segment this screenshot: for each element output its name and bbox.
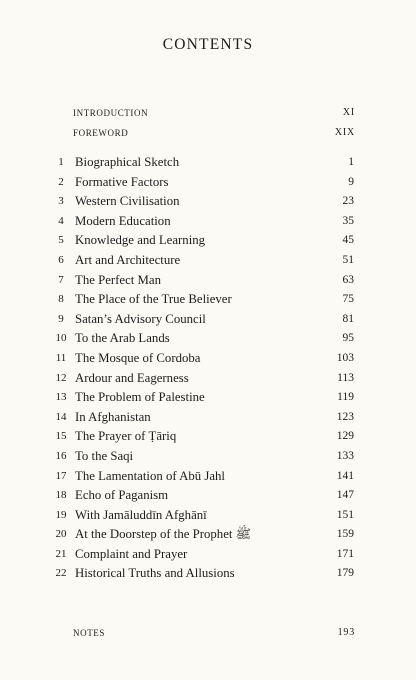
chapter-number: 11 [55, 351, 67, 364]
chapter-title: Western Civilisation [75, 194, 180, 209]
chapter-list [0, 153, 416, 584]
toc-entry-page: 193 [337, 627, 355, 638]
chapter-title: In Afghanistan [75, 409, 151, 424]
chapter-page: 63 [342, 273, 354, 286]
toc-entry-chapter[interactable] [0, 153, 416, 173]
chapter-title: Complaint and Prayer [75, 546, 188, 561]
toc-entry-chapter[interactable] [0, 349, 416, 369]
toc-entry-label: INTRODUCTION [73, 108, 149, 118]
chapter-page: 159 [336, 528, 354, 541]
chapter-title: Echo of Paganism [75, 488, 169, 503]
chapter-page: 81 [342, 312, 354, 325]
chapter-title: Biographical Sketch [75, 155, 180, 169]
chapter-page: 179 [336, 567, 354, 580]
chapter-title: Ardour and Eagerness [75, 370, 189, 385]
chapter-title: With Jamāluddīn Afghānī [75, 507, 207, 522]
chapter-number: 8 [58, 293, 64, 306]
chapter-page: 51 [342, 253, 354, 266]
toc-entry-chapter[interactable] [0, 408, 416, 428]
toc-entry-chapter[interactable] [0, 525, 416, 545]
chapter-number: 10 [55, 332, 67, 345]
chapter-number: 20 [55, 528, 67, 541]
chapter-number: 17 [55, 469, 67, 482]
chapter-page: 133 [336, 449, 354, 462]
chapter-number: 2 [58, 175, 64, 188]
chapter-page: 147 [336, 489, 354, 502]
chapter-title: Art and Architecture [75, 252, 181, 267]
chapter-title: Modern Education [75, 213, 171, 228]
chapter-page: 123 [336, 410, 354, 423]
chapter-title: At the Doorstep of the Prophet ﷺ [75, 527, 252, 542]
toc-entry-chapter[interactable] [0, 369, 416, 389]
toc-entry-chapter[interactable] [0, 545, 416, 565]
chapter-title: The Mosque of Cordoba [75, 350, 201, 365]
chapter-page: 141 [336, 469, 354, 482]
toc-entry-page: XI [342, 107, 355, 118]
toc-entry-chapter[interactable] [0, 486, 416, 506]
chapter-title: To the Saqi [75, 448, 134, 463]
toc-entry-chapter[interactable] [0, 329, 416, 349]
toc-entry-label: FOREWORD [73, 128, 129, 138]
chapter-page: 1 [348, 156, 354, 168]
page-title: CONTENTS [162, 36, 254, 53]
chapter-title: The Prayer of Ṭāriq [75, 429, 177, 444]
chapter-page: 95 [342, 332, 354, 345]
toc-entry-chapter[interactable] [0, 310, 416, 330]
chapter-title: Formative Factors [75, 174, 169, 189]
chapter-number: 5 [58, 234, 64, 247]
chapter-number: 21 [55, 547, 67, 560]
toc-entry-chapter[interactable] [0, 467, 416, 487]
toc-entry-chapter[interactable] [0, 231, 416, 251]
toc-entry-chapter[interactable] [0, 290, 416, 310]
toc-entry-chapter[interactable] [0, 388, 416, 408]
chapter-number: 12 [55, 371, 67, 384]
toc-entry-page: XIX [334, 127, 355, 138]
toc-entry-chapter[interactable] [0, 564, 416, 584]
chapter-page: 23 [342, 195, 354, 208]
chapter-number: 7 [58, 273, 64, 286]
chapter-number: 1 [58, 156, 64, 168]
chapter-page: 129 [336, 430, 354, 443]
toc-entry-chapter[interactable] [0, 212, 416, 232]
chapter-page: 75 [342, 293, 354, 306]
toc-entry-chapter[interactable] [0, 427, 416, 447]
chapter-page: 35 [342, 214, 354, 227]
chapter-title: Satan’s Advisory Council [75, 311, 206, 326]
toc-entry-chapter[interactable] [0, 192, 416, 212]
chapter-page: 171 [336, 547, 354, 560]
toc-entry-chapter[interactable] [0, 251, 416, 271]
toc-entry-label: NOTES [73, 628, 105, 638]
chapter-number: 15 [55, 430, 67, 443]
chapter-title: To the Arab Lands [75, 331, 170, 346]
toc-entry-chapter[interactable] [0, 173, 416, 193]
chapter-number: 3 [58, 195, 64, 208]
chapter-page: 151 [336, 508, 354, 521]
chapter-title: Knowledge and Learning [75, 233, 206, 248]
chapter-number: 13 [55, 391, 67, 404]
chapter-page: 119 [337, 391, 354, 404]
chapter-number: 18 [55, 489, 67, 502]
chapter-page: 45 [342, 234, 354, 247]
chapter-title: Historical Truths and Allusions [75, 566, 235, 581]
chapter-title: The Place of the True Believer [75, 292, 232, 307]
toc-entry-chapter[interactable] [0, 271, 416, 291]
chapter-title: The Perfect Man [75, 272, 161, 287]
chapter-number: 19 [55, 508, 67, 521]
chapter-number: 14 [55, 410, 67, 423]
chapter-number: 22 [55, 567, 67, 580]
toc-entry-chapter[interactable] [0, 447, 416, 467]
chapter-title: The Lamentation of Abū Jahl [75, 468, 225, 483]
chapter-page: 113 [337, 371, 354, 384]
chapter-number: 9 [58, 312, 64, 325]
chapter-page: 103 [336, 351, 354, 364]
chapter-page: 9 [348, 175, 354, 188]
toc-entry-chapter[interactable] [0, 506, 416, 526]
chapter-title: The Problem of Palestine [75, 390, 205, 405]
chapter-number: 16 [55, 449, 67, 462]
chapter-number: 4 [58, 214, 64, 227]
chapter-number: 6 [58, 253, 64, 266]
